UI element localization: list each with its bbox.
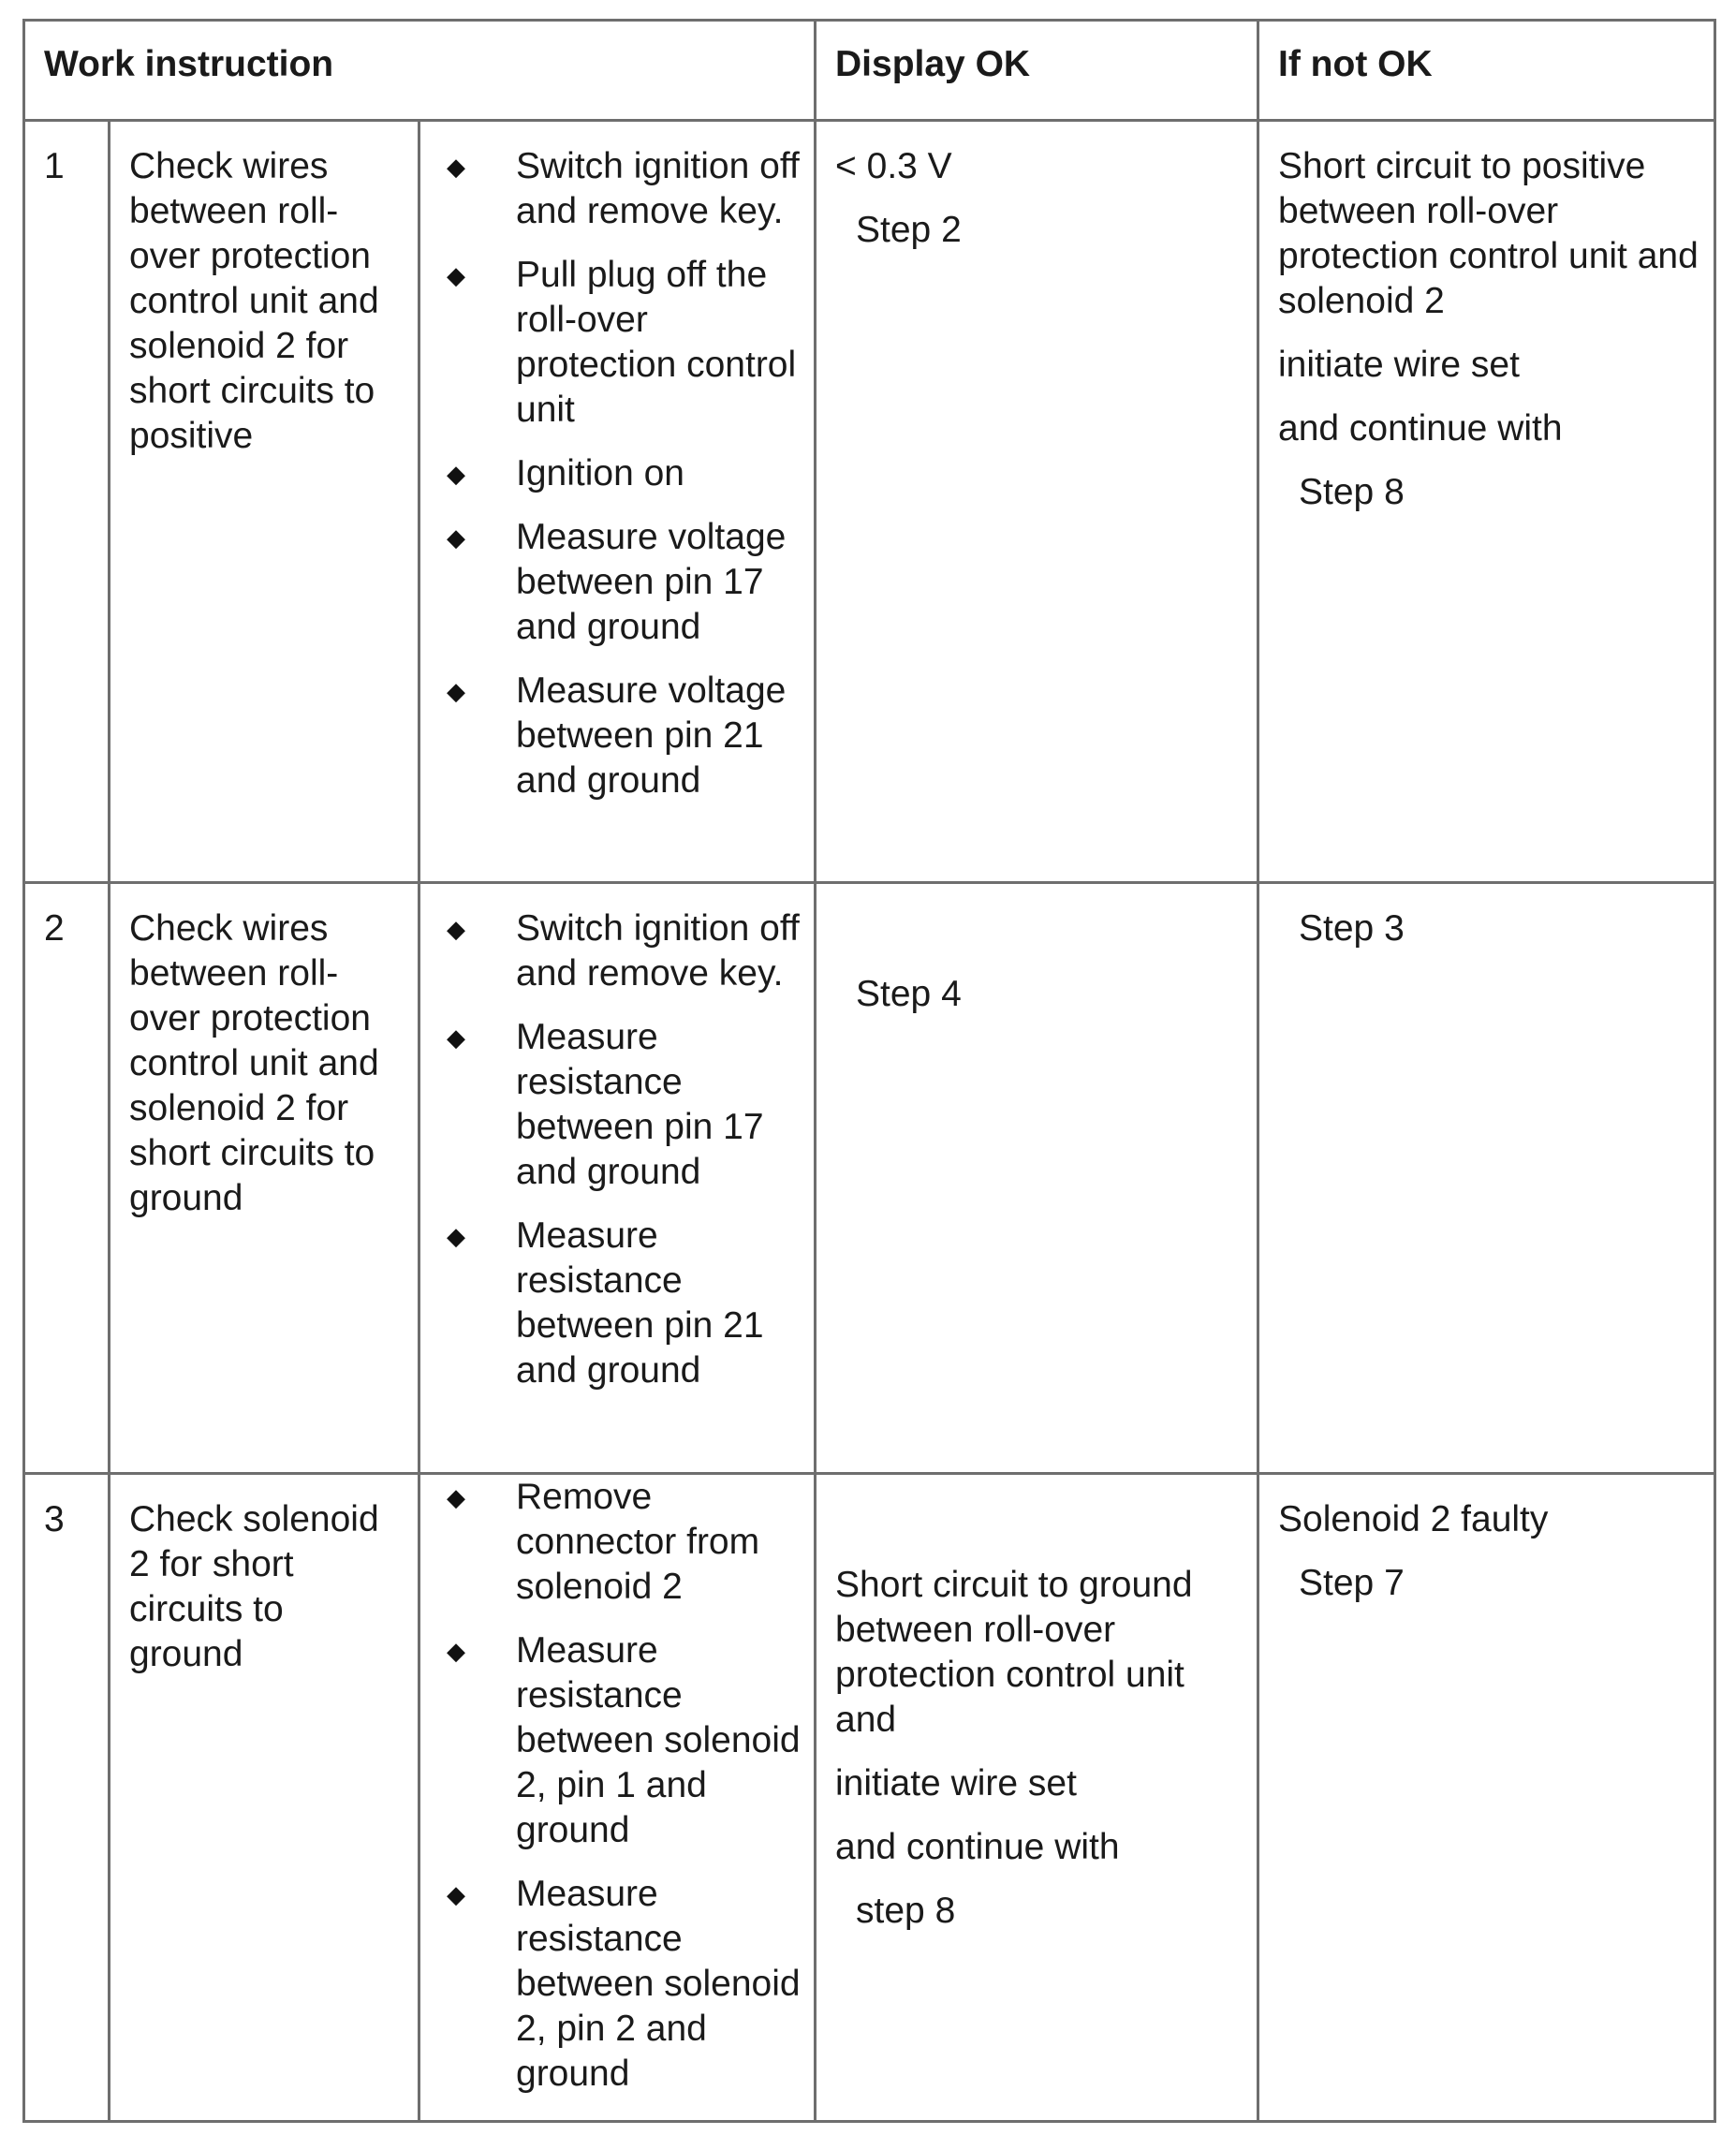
fault-action: initiate wire set: [835, 1763, 1077, 1804]
procedure-step: Measure voltage between pin 21 and ground: [516, 670, 787, 801]
next-step-ref: step 8: [856, 1891, 956, 1931]
procedure-step: Ignition on: [516, 453, 684, 493]
step-number: 2: [24, 883, 110, 1474]
header-row: [24, 21, 1715, 121]
diamond-bullet-icon: ◆: [447, 460, 465, 488]
if-not-ok-cell: [1258, 883, 1715, 1474]
diamond-bullet-icon: ◆: [447, 1023, 465, 1052]
step-number: 1: [24, 121, 110, 883]
task-description: Check wires between roll-over protection control unit and solenoid 2 for short circuits to positive: [110, 121, 419, 883]
list-item: [434, 1628, 806, 1853]
procedure-cell: [419, 1474, 816, 2122]
fault-action: and continue with: [835, 1827, 1120, 1867]
procedure-step: Pull plug off the roll-over protection control unit: [516, 255, 797, 430]
procedure-step: Remove connector from solenoid 2: [516, 1477, 760, 1607]
display-ok-cell: [816, 121, 1258, 883]
list-item: [434, 906, 806, 996]
fault-description: Short circuit to ground between roll-over protection control unit and: [835, 1565, 1193, 1740]
procedure-step: Switch ignition off and remove key.: [516, 908, 800, 994]
diamond-bullet-icon: ◆: [447, 915, 465, 943]
procedure-step: Measure resistance between solenoid 2, pin 2 and ground: [516, 1874, 801, 2094]
procedure-step: Switch ignition off and remove key.: [516, 146, 800, 231]
task-description: Check wires between roll-over protection control unit and solenoid 2 for short circuits to ground: [110, 883, 419, 1474]
next-step-ref: Step 8: [1299, 472, 1405, 512]
diamond-bullet-icon: ◆: [447, 677, 465, 705]
procedure-step: Measure resistance between pin 21 and ground: [516, 1215, 764, 1391]
list-item: [434, 515, 806, 650]
work-instruction-table: [22, 19, 1716, 2123]
diamond-bullet-icon: ◆: [447, 1880, 465, 1908]
next-step-ref: Step 4: [856, 974, 962, 1014]
table-row: [24, 1474, 1715, 2122]
task-description: Check solenoid 2 for short circuits to ground: [110, 1474, 419, 2122]
fault-action: and continue with: [1278, 408, 1563, 449]
list-item: [434, 144, 806, 234]
table-row: [24, 883, 1715, 1474]
list-item: [434, 1015, 806, 1195]
list-item: [434, 1872, 806, 2097]
next-step-ref: Step 2: [856, 210, 962, 250]
diamond-bullet-icon: ◆: [447, 261, 465, 289]
procedure-step: Measure resistance between solenoid 2, pin 1 and ground: [516, 1630, 801, 1850]
procedure-cell: [419, 121, 816, 883]
diamond-bullet-icon: ◆: [447, 523, 465, 552]
header-if-not-ok: If not OK: [1258, 21, 1715, 121]
header-work-instruction: Work instruction: [24, 21, 816, 121]
list-item: [434, 669, 806, 803]
fault-action: initiate wire set: [1278, 345, 1520, 385]
table-row: [24, 121, 1715, 883]
diamond-bullet-icon: ◆: [447, 1483, 465, 1511]
diamond-bullet-icon: ◆: [447, 1222, 465, 1250]
fault-description: Solenoid 2 faulty: [1278, 1499, 1549, 1539]
if-not-ok-cell: [1258, 121, 1715, 883]
list-item: [434, 451, 806, 496]
next-step-ref: Step 3: [1299, 908, 1405, 949]
diamond-bullet-icon: ◆: [447, 153, 465, 181]
list-item: [434, 1475, 806, 1610]
display-ok-cell: [816, 1474, 1258, 2122]
diamond-bullet-icon: ◆: [447, 1637, 465, 1665]
step-number: 3: [24, 1474, 110, 2122]
list-item: [434, 253, 806, 433]
fault-description: Short circuit to positive between roll-over protection control unit and solenoid 2: [1278, 146, 1699, 321]
procedure-cell: [419, 883, 816, 1474]
procedure-step: Measure voltage between pin 17 and ground: [516, 517, 787, 647]
if-not-ok-cell: [1258, 1474, 1715, 2122]
next-step-ref: Step 7: [1299, 1563, 1405, 1603]
header-display-ok: Display OK: [816, 21, 1258, 121]
display-ok-value: < 0.3 V: [835, 146, 952, 186]
list-item: [434, 1214, 806, 1393]
display-ok-cell: [816, 883, 1258, 1474]
procedure-step: Measure resistance between pin 17 and ground: [516, 1017, 764, 1192]
